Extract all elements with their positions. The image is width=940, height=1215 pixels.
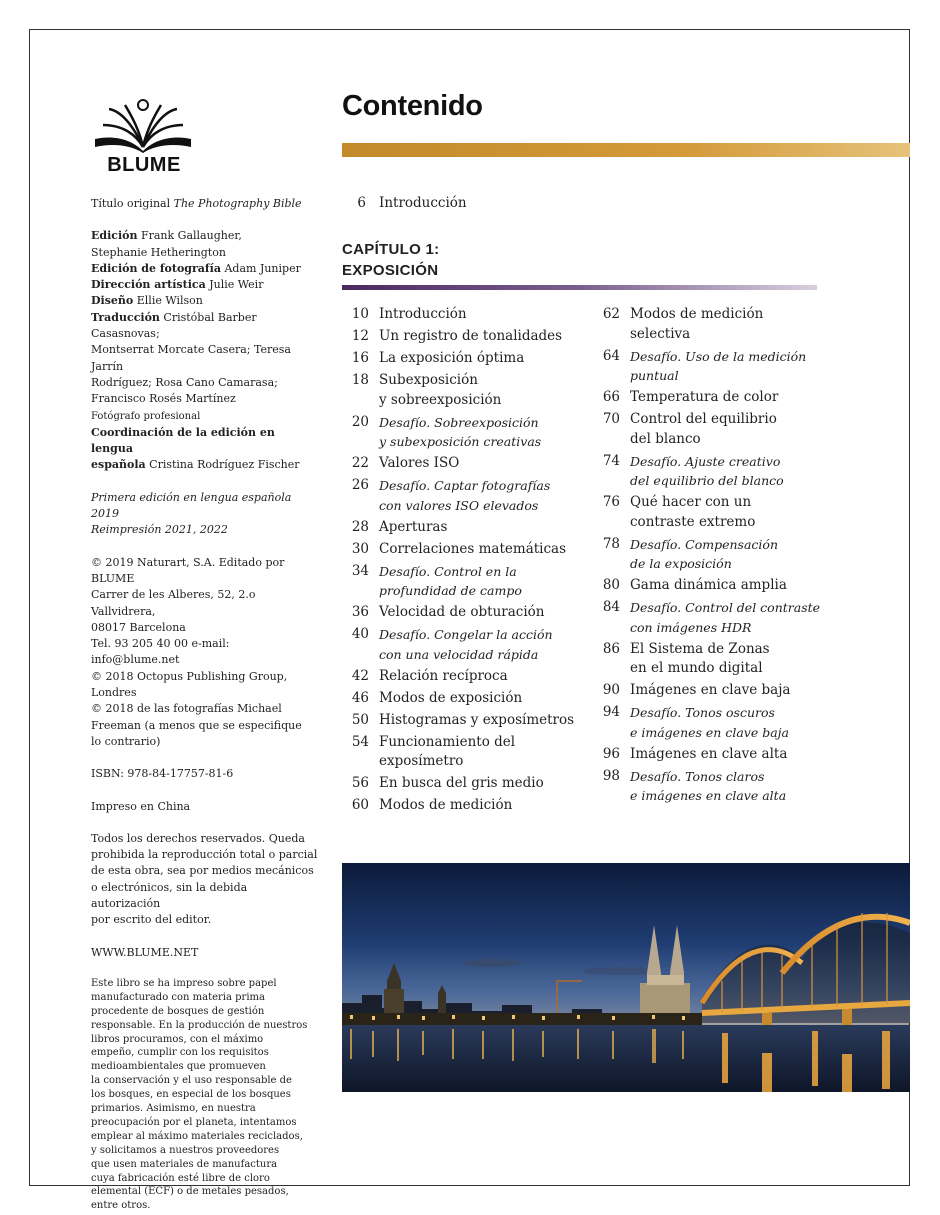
environmental-notice-line: responsable. En la producción de nuestros [91,1019,308,1031]
chapter-rule [342,285,817,290]
environmental-notice-line: entre otros. [91,1200,151,1212]
toc-entry-title: Desafío. Tonos oscuros [630,705,775,720]
toc-page-number: 86 [602,640,620,657]
toc-page-number: 40 [351,626,369,642]
toc-entry-title: con una velocidad rápida [379,646,539,662]
toc-entry[interactable] [342,796,592,816]
toc-entry-title: Desafío. Control en la [379,563,517,579]
translation-label: Traducción [91,310,160,324]
design-label: Diseño [91,294,134,308]
open-book-icon [91,95,195,155]
toc-entry[interactable] [342,733,592,772]
edition-label: Edición [91,229,138,243]
toc-entry-title: Introducción [379,306,467,322]
toc-entry-title: Desafío. Ajuste creativo [630,453,781,469]
toc-entry-title: del equilibrio del blanco [630,473,784,488]
toc-entry-title: Introducción [379,195,467,211]
toc-page-number: 62 [602,306,620,322]
environmental-notice-line: medioambientales que promueven [91,1061,266,1073]
environmental-notice-line: cuya fabricación esté libre de cloro [91,1172,270,1184]
toc-entry-title: Modos de medición [379,797,513,813]
toc-entry[interactable] [593,305,823,344]
toc-entry-title: Qué hacer con un [630,494,752,510]
copyright-line: Tel. 93 205 40 00 e-mail: info@blume.net [91,637,230,667]
toc-entry-title: El Sistema de Zonas [630,640,770,657]
toc-entry-title: contraste extremo [630,513,756,530]
environmental-notice-line: elemental (ECF) o de metales pesados, [91,1186,289,1198]
title-rule [342,143,910,157]
photo-edition-label: Edición de fotografía [91,261,221,275]
toc-entry[interactable] [593,767,823,806]
toc-intro-entry[interactable] [342,195,467,211]
toc-entry-title: Histogramas y exposímetros [379,711,575,728]
chapter-title: EXPOSICIÓN [342,262,439,279]
toc-page-number: 34 [351,562,369,579]
translation-value-3: Rodríguez; Rosa Cano Camarasa; [91,375,278,389]
toc-page-number: 80 [602,577,620,593]
toc-entry[interactable] [342,454,592,474]
environmental-notice-line: primarios. Asimismo, en nuestra [91,1103,256,1115]
toc-entry-title: con valores ISO elevados [379,497,539,513]
art-direction-label: Dirección artística [91,278,206,292]
environmental-notice-line: Este libro se ha impreso sobre papel [91,977,277,989]
translation-role: Fotógrafo profesional [91,410,201,422]
toc-entry[interactable] [593,535,823,574]
toc-entry[interactable] [593,745,823,765]
toc-entry[interactable] [593,681,823,701]
toc-entry-title: Desafío. Uso de la medición [630,348,807,364]
toc-entry[interactable] [342,305,592,325]
cityscape-photo [342,863,910,1092]
toc-entry-title: Modos de exposición [379,689,523,706]
toc-page-number: 74 [602,452,620,469]
toc-page-number: 36 [351,604,369,620]
toc-entry-title: Aperturas [379,518,448,535]
toc-entry-title: Gama dinámica amplia [630,577,787,593]
toc-entry-title: Modos de medición [630,306,764,322]
toc-entry[interactable] [593,347,823,386]
edition-value-2: Stephanie Hetherington [91,245,226,259]
toc-entry-title: exposímetro [379,753,464,769]
credits-column [91,196,319,1213]
toc-entry-title: Velocidad de obturación [379,604,545,620]
toc-entry-title: Desafío. Tonos claros [630,768,765,784]
original-title-label: Título original [91,197,171,210]
toc-entry-title: Subexposición [379,372,478,388]
toc-entry-title: e imágenes en clave baja [630,724,789,740]
original-title-block [91,196,319,212]
toc-entry-title: Correlaciones matemáticas [379,540,567,557]
toc-column-left [342,305,592,818]
chapter-heading [342,239,439,281]
art-direction-value: Julie Weir [209,278,264,292]
toc-entry-title: profundidad de campo [379,583,522,598]
toc-entry-title: Desafío. Control del contraste [630,600,821,615]
environmental-notice-line: empeño, cumplir con los requisitos [91,1047,269,1059]
rights-line: Todos los derechos reservados. Queda [91,831,305,845]
coordination-label-1: Coordinación de la edición en lengua [91,425,275,456]
toc-entry[interactable] [342,518,592,538]
toc-page-number: 54 [351,733,369,750]
copyright-block [91,555,319,751]
toc-page-number: 12 [351,328,369,344]
toc-entry[interactable] [342,476,592,515]
toc-page-number: 94 [602,704,620,720]
toc-entry-title: Funcionamiento del [379,733,516,750]
website-link[interactable]: WWW.BLUME.NET [91,945,199,959]
toc-entry-title: Imágenes en clave alta [630,745,788,762]
coordination-value: Cristina Rodríguez Fischer [149,458,300,472]
copyright-line: 08017 Barcelona [91,620,186,634]
page-title: Contenido [342,90,483,122]
toc-page-number: 66 [602,389,620,405]
toc-entry-title: Control del equilibrio [630,411,777,427]
toc-entry[interactable] [342,667,592,687]
toc-column-right [593,305,823,808]
toc-entry[interactable] [593,388,823,408]
toc-page-number: 28 [351,518,369,535]
toc-page-number: 78 [602,535,620,552]
environmental-notice [91,977,319,1213]
environmental-notice-line: y solicitamos a nuestros proveedores [91,1144,280,1156]
environmental-notice-line: la conservación y el uso responsable de [91,1075,292,1087]
toc-entry[interactable] [593,703,823,742]
toc-entry[interactable] [342,562,592,601]
toc-page-number: 30 [351,540,369,557]
edition-value: Frank Gallaugher, [140,229,242,243]
toc-page-number: 70 [602,411,620,427]
toc-entry[interactable] [593,452,823,491]
toc-page-number: 50 [351,711,369,728]
toc-entry-title: en el mundo digital [630,660,763,676]
toc-page-number: 16 [351,350,369,366]
toc-page-number: 22 [351,455,369,471]
toc-entry-title: de la exposición [630,556,732,571]
rights-line: o electrónicos, sin la debida autorización [91,880,248,910]
publisher-logo [91,95,195,155]
toc-entry-title: Desafío. Compensación [630,536,778,552]
toc-page-number: 90 [602,682,620,698]
coordination-label-2: española [91,458,146,472]
toc-page-number: 98 [602,767,620,784]
chapter-number: CAPÍTULO 1: [342,241,440,258]
translation-value-4: Francisco Rosés Martínez [91,392,236,406]
toc-entry-title: Temperatura de color [630,389,779,405]
toc-entry[interactable] [342,711,592,731]
toc-entry[interactable] [342,603,592,623]
toc-entry-title: e imágenes en clave alta [630,788,787,803]
toc-entry[interactable] [593,640,823,679]
first-edition: Primera edición en lengua española 2019 [91,490,292,521]
toc-entry[interactable] [342,540,592,560]
toc-entry[interactable] [593,598,823,637]
toc-page-number: 84 [602,599,620,615]
toc-entry[interactable] [342,774,592,794]
copyright-line: Freeman (a menos que se especifique [91,718,302,732]
copyright-line: lo contrario) [91,734,161,748]
toc-entry[interactable] [593,410,823,449]
rights-line: por escrito del editor. [91,913,212,927]
photo-edition-value: Adam Juniper [224,261,301,275]
environmental-notice-line: emplear al máximo materiales reciclados, [91,1130,303,1142]
toc-entry[interactable] [342,371,592,410]
translation-value-1: Cristóbal Barber Casasnovas; [91,310,257,341]
toc-page-number: 60 [351,797,369,813]
toc-page-number: 96 [602,745,620,762]
toc-page-number: 64 [602,347,620,364]
staff-block [91,228,319,473]
copyright-line: Londres [91,686,137,700]
toc-page-number: 56 [351,775,369,791]
toc-entry-title: Un registro de tonalidades [379,328,563,344]
toc-entry-title: Desafío. Congelar la acción [379,627,553,642]
copyright-line: © 2018 de las fotografías Michael [91,702,282,716]
toc-page-number: 42 [351,667,369,684]
toc-entry-title: y sobreexposición [379,391,502,408]
copyright-line: © 2019 Naturart, S.A. Editado por BLUME [91,555,285,585]
toc-entry-title: Desafío. Sobreexposición [379,414,539,430]
toc-entry[interactable] [342,327,592,347]
toc-entry-title: con imágenes HDR [630,619,752,635]
toc-entry-title: Relación recíproca [379,667,508,684]
edition-history [91,490,319,539]
toc-entry[interactable] [342,413,592,452]
toc-page-number: 20 [351,413,369,430]
isbn: ISBN: 978-84-17757-81-6 [91,767,234,781]
toc-entry-title: del blanco [630,430,701,447]
toc-entry[interactable] [342,689,592,709]
toc-entry-title: selectiva [630,325,691,342]
design-value: Ellie Wilson [136,294,203,308]
toc-entry[interactable] [593,576,823,596]
publisher-logo-text: BLUME [107,154,181,176]
rights-notice [91,831,319,929]
night-city-bridge-image [342,863,910,1092]
environmental-notice-line: que usen materiales de manufactura [91,1158,278,1170]
toc-entry-title: y subexposición creativas [379,434,542,449]
reprint-years: Reimpresión 2021, 2022 [91,523,228,537]
original-title: The Photography Bible [173,197,302,210]
rights-line: de esta obra, sea por medios mecánicos [91,864,314,878]
copyright-line: © 2018 Octopus Publishing Group, [91,669,288,683]
toc-page-number: 76 [602,494,620,510]
toc-page-number: 6 [357,195,366,211]
toc-entry[interactable] [593,493,823,532]
environmental-notice-line: libros procuramos, con el máximo [91,1033,264,1045]
toc-entry-title: En busca del gris medio [379,775,544,791]
rights-line: prohibida la reproducción total o parcial [91,848,318,862]
toc-entry-title: Valores ISO [379,455,460,471]
printed-in: Impreso en China [91,799,191,813]
toc-entry-title: Imágenes en clave baja [630,682,791,698]
toc-entry[interactable] [342,349,592,369]
toc-entry-title: Desafío. Captar fotografías [379,478,551,493]
toc-page-number: 10 [351,306,369,322]
toc-entry-title: puntual [630,368,679,383]
copyright-line: Carrer de les Alberes, 52, 2.o Vallvidrera, [91,588,256,618]
environmental-notice-line: los bosques, en especial de los bosques [91,1089,291,1101]
toc-entry-title: La exposición óptima [379,350,525,366]
environmental-notice-line: preocupación por el planeta, intentamos [91,1116,297,1128]
toc-entry[interactable] [342,625,592,664]
toc-page-number: 46 [351,689,369,706]
environmental-notice-line: procedente de bosques de gestión [91,1005,265,1017]
translation-value-2: Montserrat Morcate Casera; Teresa Jarrín [91,343,291,373]
toc-page-number: 26 [351,477,369,493]
environmental-notice-line: manufacturado con materia prima [91,991,265,1003]
toc-page-number: 18 [351,372,369,388]
